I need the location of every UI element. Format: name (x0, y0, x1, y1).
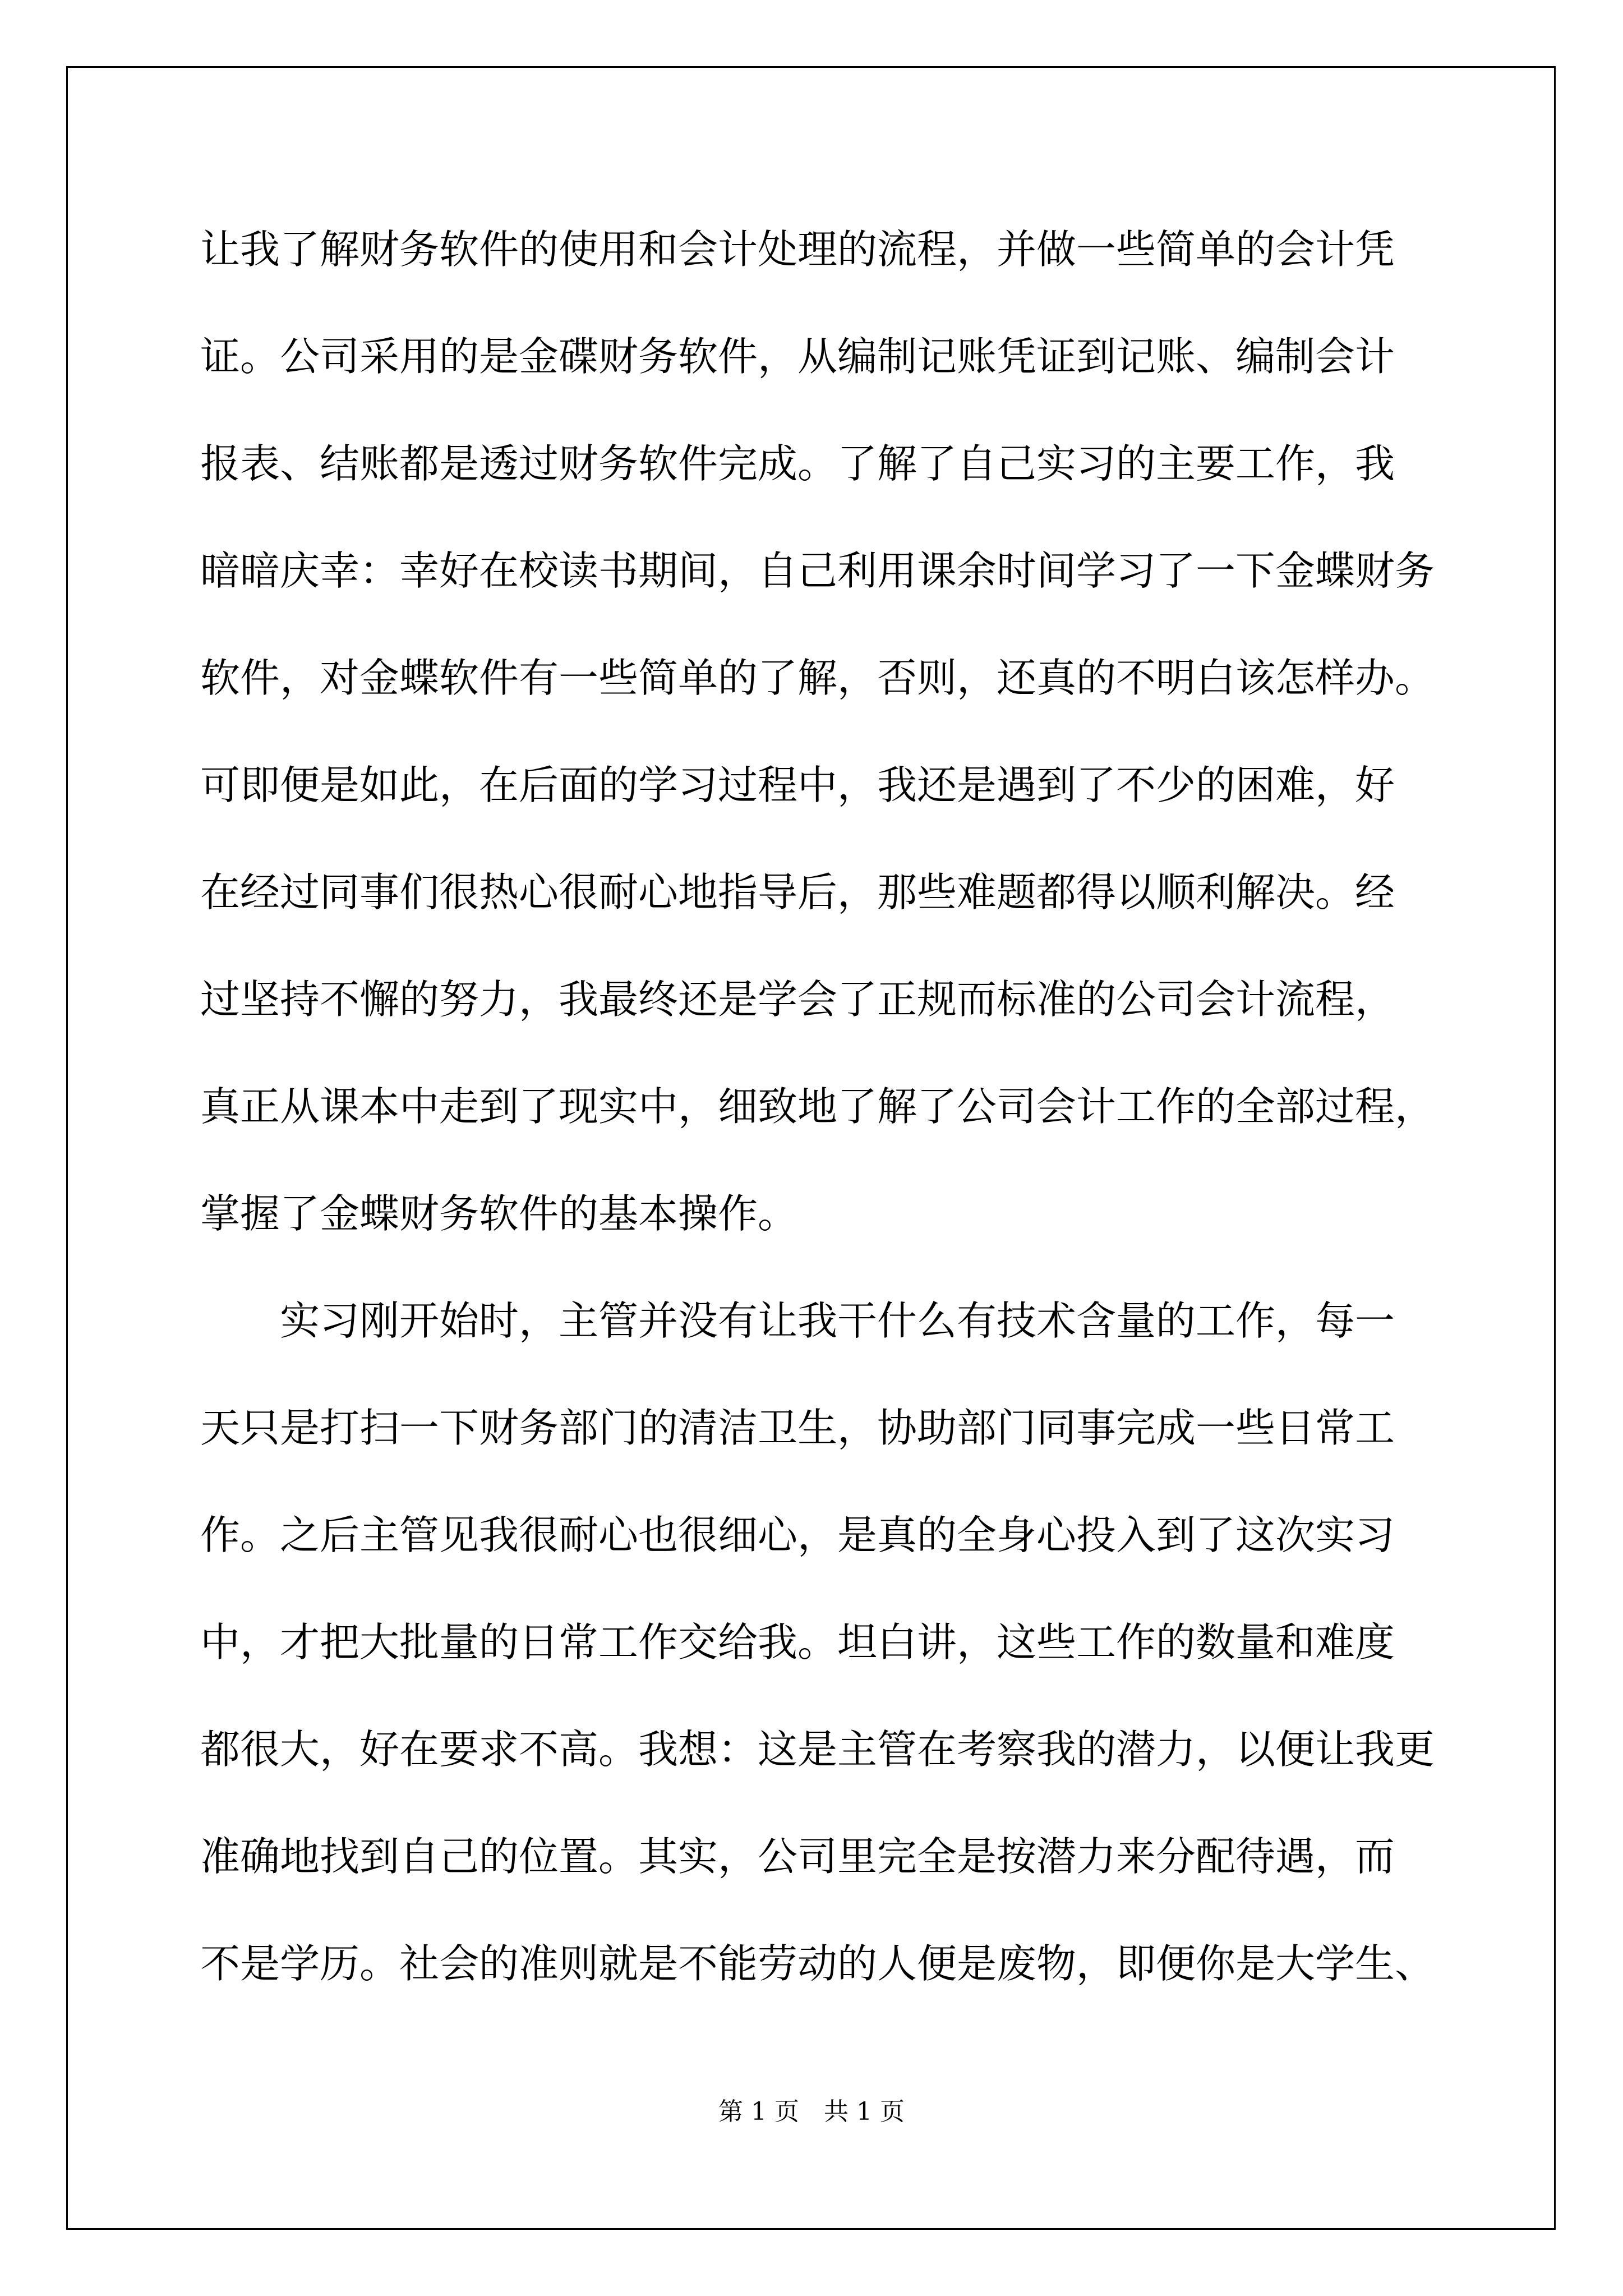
body-line: 真正从课本中走到了现实中，细致地了解了公司会计工作的全部过程， (200, 1083, 1435, 1130)
body-line: 中，才把大批量的日常工作交给我。坦白讲，这些工作的数量和难度 (200, 1619, 1395, 1665)
body-line: 软件，对金蝶软件有一些简单的了解，否则，还真的不明白该怎样办。 (200, 655, 1435, 701)
body-line: 掌握了金蝶财务软件的基本操作。 (200, 1190, 798, 1237)
body-line: 让我了解财务软件的使用和会计处理的流程，并做一些简单的会计凭 (200, 226, 1395, 273)
body-line: 作。之后主管见我很耐心也很细心，是真的全身心投入到了这次实习 (200, 1512, 1395, 1558)
body-line: 可即便是如此，在后面的学习过程中，我还是遇到了不少的困难，好 (200, 762, 1395, 808)
body-line: 在经过同事们很热心很耐心地指导后，那些难题都得以顺利解决。经 (200, 869, 1395, 915)
body-line: 天只是打扫一下财务部门的清洁卫生，协助部门同事完成一些日常工 (200, 1405, 1395, 1451)
page-border (66, 66, 1556, 2230)
body-line: 过坚持不懈的努力，我最终还是学会了正规而标准的公司会计流程， (200, 976, 1395, 1023)
page-footer: 第 1 页 共 1 页 (718, 2097, 905, 2126)
body-line: 暗暗庆幸：幸好在校读书期间，自己利用课余时间学习了一下金蝶财务 (200, 547, 1435, 594)
body-line: 准确地找到自己的位置。其实，公司里完全是按潜力来分配待遇，而 (200, 1833, 1395, 1880)
body-line: 都很大，好在要求不高。我想：这是主管在考察我的潜力，以便让我更 (200, 1726, 1435, 1773)
body-line: 证。公司采用的是金碟财务软件，从编制记账凭证到记账、编制会计 (200, 333, 1395, 380)
body-line: 报表、结账都是透过财务软件完成。了解了自己实习的主要工作，我 (200, 440, 1395, 487)
body-line: 实习刚开始时，主管并没有让我干什么有技术含量的工作，每一 (200, 1297, 1395, 1344)
body-line: 不是学历。社会的准则就是不能劳动的人便是废物，即便你是大学生、 (200, 1940, 1435, 1987)
